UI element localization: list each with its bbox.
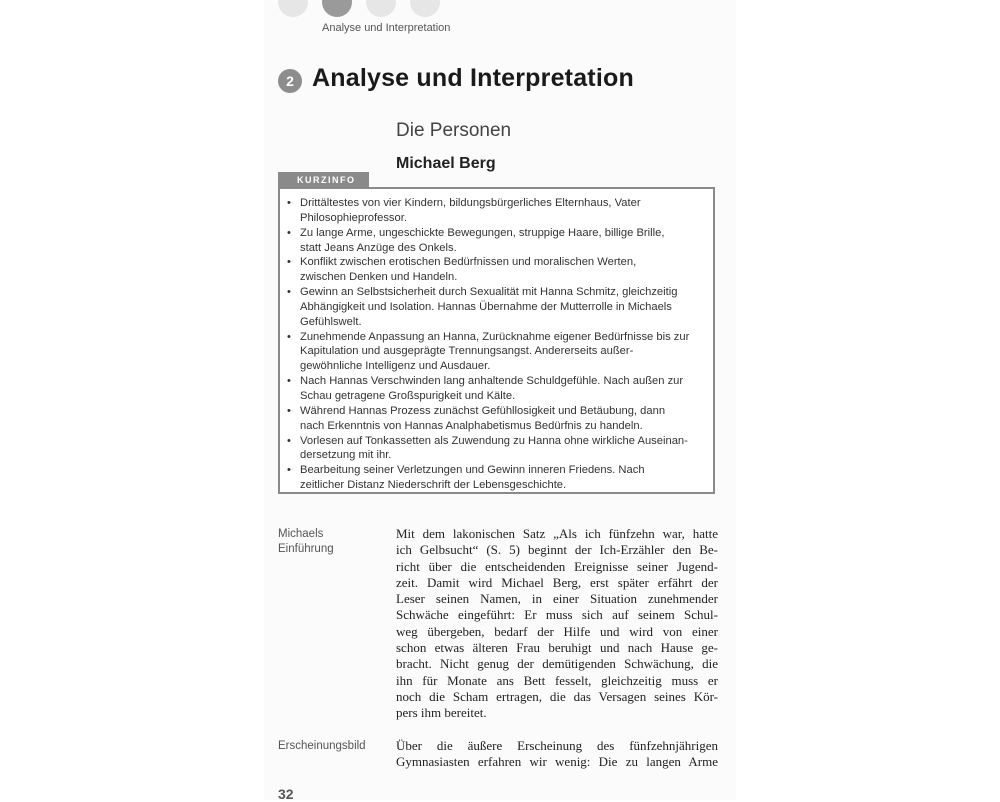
- chapter-title: Analyse und Interpretation: [312, 64, 634, 92]
- kurzinfo-line: nach Erkenntnis von Hannas Analphabetismus Bedürfnis zu handeln.: [300, 419, 643, 432]
- kurzinfo-item: [300, 463, 705, 493]
- kurzinfo-line: gewöhnliche Intelligenz und Ausdauer.: [300, 360, 491, 373]
- body-line: Schwäche eingeführt: Er muss sich auf seinem Schul-: [396, 607, 718, 623]
- kurzinfo-line: • Konflikt zwischen erotischen Bedürfnissen und moralischen Werten,: [300, 256, 637, 269]
- body-line: weg übergeben, bedarf der Hilfe und wird von einer: [396, 623, 718, 639]
- body-line: schon etwas älteren Frau beruhigt und nach Hause ge-: [396, 640, 718, 656]
- kurzinfo-line: Kapitulation und ausgeprägte Trennungsangst. Andererseits außer-: [300, 345, 634, 358]
- body-line: richt über die entscheidenden Ereignisse seiner Jugend-: [396, 558, 718, 574]
- body-line: ihn für Monate ans Bett fesselt, gleichzeitig muss er: [396, 672, 718, 688]
- running-head: Analyse und Interpretation: [322, 22, 451, 34]
- kurzinfo-item: [300, 226, 705, 256]
- kurzinfo-item: [300, 374, 705, 404]
- kurzinfo-item: [300, 285, 705, 330]
- kurzinfo-item: [300, 434, 705, 464]
- kurzinfo-item: [300, 330, 705, 375]
- body-line: Gymnasiasten erfahren wir wenig: Die zu langen Arme: [396, 754, 718, 770]
- body-line: Mit dem lakonischen Satz „Als ich fünfzehn war, hatte: [396, 526, 718, 541]
- kurzinfo-line: • Vorlesen auf Tonkassetten als Zuwendung zu Hanna ohne wirkliche Auseinan-: [300, 434, 688, 447]
- kurzinfo-item: [300, 255, 705, 285]
- kurzinfo-line: • Während Hannas Prozess zunächst Gefühllosigkeit und Betäubung, dann: [300, 404, 666, 417]
- body-line: zeit. Damit wird Michael Berg, erst später erfährt der: [396, 574, 718, 590]
- body-paragraph-erscheinungsbild: [396, 738, 718, 771]
- margin-note-line: Einführung: [278, 542, 334, 555]
- body-line: pers ihm bereitet.: [396, 705, 487, 721]
- kurzinfo-line: Schau getragene Großspurigkeit und Kälte.: [300, 389, 516, 402]
- kurzinfo-list: [280, 189, 713, 493]
- kurzinfo-line: Gefühlswelt.: [300, 315, 362, 328]
- margin-note-line: Michaels: [278, 528, 324, 540]
- kurzinfo-item: [300, 196, 705, 226]
- kurzinfo-line: zwischen Denken und Handeln.: [300, 271, 458, 284]
- kurzinfo-line: • Zunehmende Anpassung an Hanna, Zurücknahme eigener Bedürfnisse bis zur: [300, 330, 690, 343]
- kurzinfo-line: • Nach Hannas Verschwinden lang anhaltende Schuldgefühle. Nach außen zur: [300, 375, 684, 388]
- page-number: 32: [278, 786, 294, 802]
- chapter-number-badge: 2: [278, 69, 302, 93]
- body-line: Über die äußere Erscheinung des fünfzehnjährigen: [396, 738, 718, 753]
- kurzinfo-line: Philosophieprofessor.: [300, 211, 407, 224]
- kurzinfo-item: [300, 404, 705, 434]
- kurzinfo-line: • Gewinn an Selbstsicherheit durch Sexualität mit Hanna Schmitz, gleichzeitig: [300, 286, 678, 299]
- margin-note-einfuehrung: [278, 527, 368, 556]
- kurzinfo-box: [278, 187, 715, 494]
- kurzinfo-line: • Zu lange Arme, ungeschickte Bewegungen, struppige Haare, billige Brille,: [300, 226, 665, 239]
- kurzinfo-line: • Drittältestes von vier Kindern, bildungsbürgerliches Elternhaus, Vater: [300, 197, 641, 209]
- kurzinfo-line: statt Jeans Anzüge des Onkels.: [300, 241, 457, 254]
- kurzinfo-line: • Bearbeitung seiner Verletzungen und Gewinn inneren Friedens. Nach: [300, 464, 645, 477]
- kurzinfo-line: dersetzung mit ihr.: [300, 449, 392, 462]
- kurzinfo-label: KURZINFO: [278, 172, 369, 188]
- kurzinfo-line: zeitlicher Distanz Niederschrift der Lebensgeschichte.: [300, 479, 567, 492]
- body-line: ich Gelbsucht“ (S. 5) beginnt der Ich-Erzähler den Be-: [396, 542, 718, 558]
- margin-note-erscheinungsbild: [278, 739, 368, 754]
- body-line: Leser seinen Namen, in einer Situation zunehmender: [396, 591, 718, 607]
- body-line: noch die Scham ertragen, die das Versagen seines Kör-: [396, 688, 718, 704]
- person-heading: Michael Berg: [396, 155, 496, 172]
- margin-note-line: Erscheinungsbild: [278, 740, 366, 752]
- kurzinfo-line: Abhängigkeit und Isolation. Hannas Übernahme der Mutterrolle in Michaels: [300, 300, 672, 313]
- body-line: bracht. Nicht genug der demütigenden Schwächung, die: [396, 656, 718, 672]
- section-title: Die Personen: [396, 120, 512, 141]
- body-paragraph-einfuehrung: [396, 526, 718, 722]
